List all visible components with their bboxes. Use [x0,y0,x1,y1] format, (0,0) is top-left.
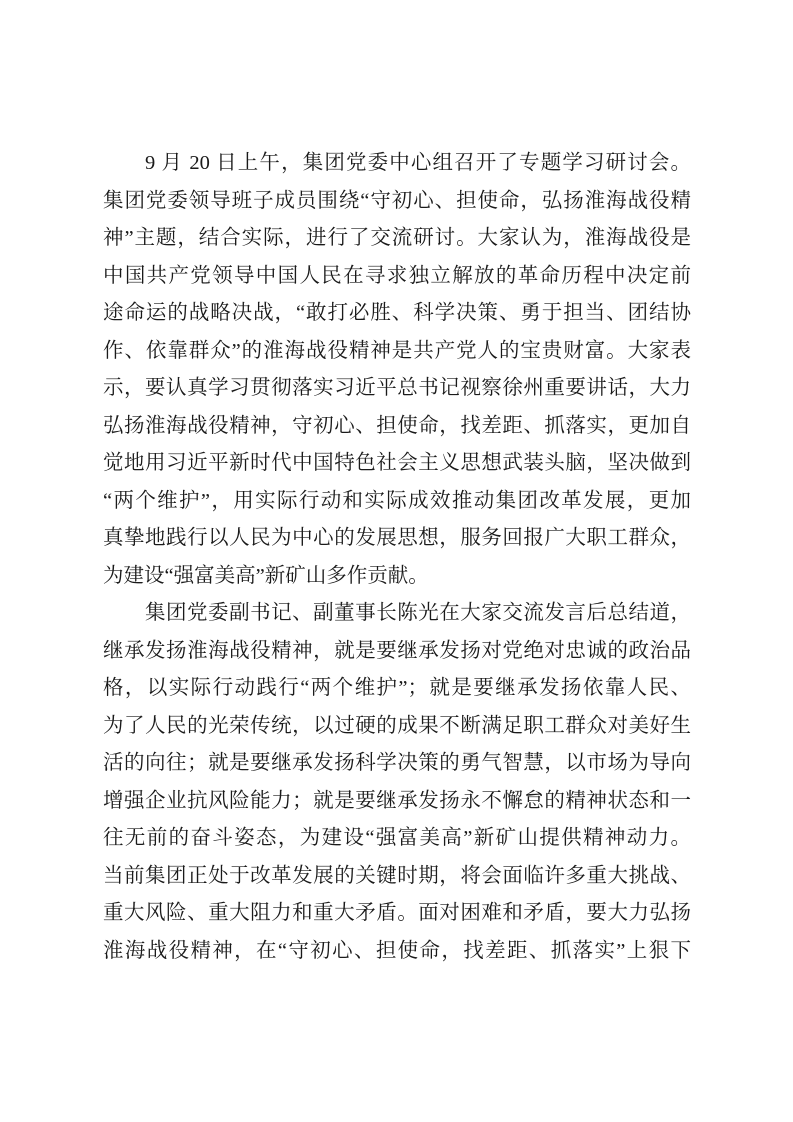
paragraph [103,145,691,595]
text-line: 神”主题，结合实际，进行了交流研讨。大家认为，淮海战役是 [103,227,691,249]
text-line: 淮海战役精神，在“守初心、担使命，找差距、抓落实”上狠下 [103,939,691,962]
text-line: 途命运的战略决战，“敢打必胜、科学决策、勇于担当、团结协 [103,302,691,324]
text-line: 重大风险、重大阻力和重大矛盾。面对困难和矛盾，要大力弘扬 [103,902,691,924]
text-line: 弘扬淮海战役精神，守初心、担使命，找差距、抓落实，更加自 [103,414,691,437]
text-line: 继承发扬淮海战役精神，就是要继承发扬对党绝对忠诚的政治品 [103,639,691,662]
text-line: 增强企业抗风险能力；就是要继承发扬永不懈怠的精神状态和一 [103,789,691,812]
paragraph [103,595,691,970]
text-line: “两个维护”，用实际行动和实际成效推动集团改革发展，更加 [103,489,691,512]
text-line: 为了人民的光荣传统，以过硬的成果不断满足职工群众对美好生 [103,714,691,737]
text-line: 集团党委领导班子成员围绕“守初心、担使命，弘扬淮海战役精 [103,189,691,212]
text-line: 9 月 20 日上午，集团党委中心组召开了专题学习研讨会。 [145,152,691,174]
text-line: 作、依靠群众”的淮海战役精神是共产党人的宝贵财富。大家表 [103,339,691,362]
text-line: 格，以实际行动践行“两个维护”；就是要继承发扬依靠人民、 [103,677,691,699]
text-line: 中国共产党领导中国人民在寻求独立解放的革命历程中决定前 [103,264,691,287]
text-line: 往无前的奋斗姿态，为建设“强富美高”新矿山提供精神动力。 [103,827,691,849]
text-line: 当前集团正处于改革发展的关键时期，将会面临许多重大挑战、 [103,864,691,887]
text-line: 觉地用习近平新时代中国特色社会主义思想武装头脑，坚决做到 [103,452,691,474]
text-line: 为建设“强富美高”新矿山多作贡献。 [103,564,429,587]
text-line: 真挚地践行以人民为中心的发展思想，服务回报广大职工群众， [103,527,691,549]
text-line: 示，要认真学习贯彻落实习近平总书记视察徐州重要讲话，大力 [103,377,691,399]
text-line: 活的向往；就是要继承发扬科学决策的勇气智慧，以市场为导向 [103,752,691,774]
text-line: 集团党委副书记、副董事长陈光在大家交流发言后总结道， [145,602,691,624]
document-body [103,145,691,970]
